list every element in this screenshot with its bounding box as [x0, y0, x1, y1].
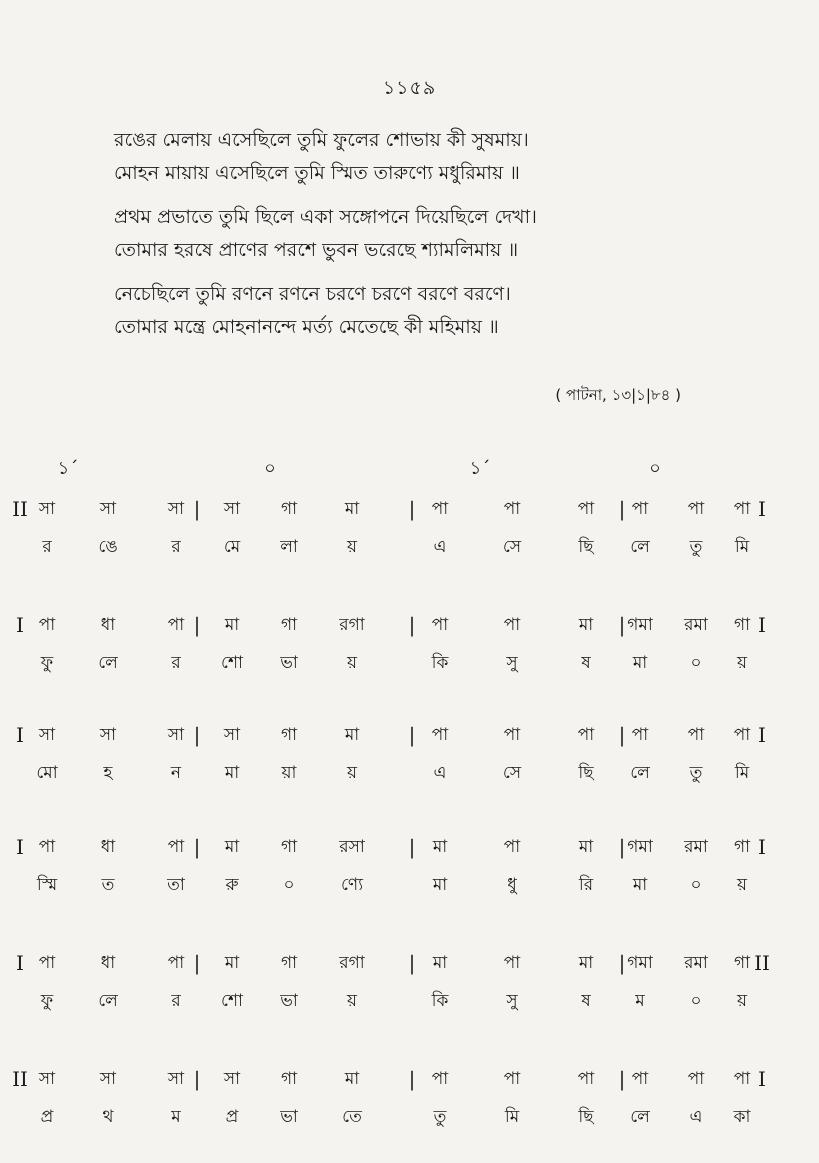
lyric-syllable: মা — [224, 763, 240, 783]
bar-line: | — [618, 723, 626, 747]
bar-line: I — [16, 613, 24, 637]
lyric-syllable: লা — [280, 537, 298, 557]
swara-note: মা — [344, 725, 360, 745]
swara-note: সা — [223, 725, 241, 745]
swara-note: রমা — [684, 615, 708, 635]
lyric-syllable: ণ্যে — [340, 875, 364, 895]
lyric-syllable: তু — [433, 1107, 447, 1127]
swara-note: সা — [99, 499, 117, 519]
bar-line: I — [758, 835, 766, 859]
swara-note: গা — [733, 953, 751, 973]
swara-note: সা — [99, 725, 117, 745]
lyric-syllable: ত — [101, 875, 115, 895]
swara-note: গমা — [627, 953, 653, 973]
lyric-syllable: ছি — [578, 1107, 594, 1127]
swara-note: পা — [687, 1069, 705, 1089]
lyric-syllable: র — [171, 653, 181, 673]
lyric-syllable: য় — [736, 875, 748, 895]
swara-note: গা — [280, 953, 298, 973]
bar-line: | — [193, 613, 201, 637]
meter-mark: ০ — [649, 458, 661, 479]
lyrics — [114, 124, 714, 344]
swara-note: গা — [280, 725, 298, 745]
lyric-syllable: থ — [102, 1107, 114, 1127]
swara-note: গা — [280, 1069, 298, 1089]
swara-note: রমা — [684, 837, 708, 857]
swara-note: গা — [280, 837, 298, 857]
note-row — [0, 946, 819, 980]
lyric-syllable: ম — [635, 991, 645, 1011]
stanza — [114, 278, 714, 344]
lyric-line: নেচেছিলে তুমি রণনে রণনে চরণে চরণে বরণে বরণে। — [114, 283, 511, 305]
swara-note: পা — [503, 953, 521, 973]
lyric-line: তোমার হরষে প্রাণের পরশে ভুবন ভরেছে শ্যামলিমায় ॥ — [114, 239, 519, 261]
lyric-syllable: হ — [103, 763, 113, 783]
swara-note: পা — [631, 1069, 649, 1089]
meter-marks — [0, 452, 819, 486]
swara-note: ধা — [100, 837, 116, 857]
syllable-row — [0, 756, 819, 790]
swara-note: পা — [631, 499, 649, 519]
bar-line: II — [754, 951, 770, 975]
bar-line: | — [618, 835, 626, 859]
lyric-syllable: ছি — [578, 763, 594, 783]
bar-line: | — [193, 1067, 201, 1091]
lyric-syllable: প্র — [225, 1107, 239, 1127]
lyric-syllable: প্র — [40, 1107, 54, 1127]
lyric-syllable: লে — [630, 763, 650, 783]
swara-note: সা — [167, 1069, 185, 1089]
swara-note: পা — [577, 499, 595, 519]
stanza — [114, 201, 714, 267]
note-row — [0, 1062, 819, 1096]
swara-note: পা — [577, 1069, 595, 1089]
bar-line: I — [758, 613, 766, 637]
lyric-syllable: কি — [431, 653, 449, 673]
lyric-syllable: য় — [736, 653, 748, 673]
syllable-row — [0, 646, 819, 680]
swara-note: গা — [733, 615, 751, 635]
swara-note: সা — [38, 1069, 56, 1089]
source-note: ( পাটনা, ১৩|১|৮৪ ) — [555, 386, 681, 404]
swara-note: পা — [38, 953, 56, 973]
swara-note: গমা — [627, 837, 653, 857]
swara-note: মা — [578, 837, 594, 857]
bar-line: | — [618, 951, 626, 975]
syllable-row — [0, 1100, 819, 1134]
lyric-syllable: মে — [223, 537, 241, 557]
swara-note: রমা — [684, 953, 708, 973]
swara-note: গমা — [627, 615, 653, 635]
bar-line: | — [618, 1067, 626, 1091]
bar-line: | — [408, 723, 416, 747]
bar-line: | — [193, 723, 201, 747]
swara-note: পা — [38, 837, 56, 857]
bar-line: II — [12, 1067, 28, 1091]
lyric-syllable: তে — [342, 1107, 362, 1127]
swara-note: রসা — [339, 837, 365, 857]
lyric-syllable: মি — [734, 763, 750, 783]
lyric-line: প্রথম প্রভাতে তুমি ছিলে একা সঙ্গোপনে দিয়েছিলে দেখা। — [114, 206, 537, 228]
lyric-syllable: ফু — [40, 653, 54, 673]
lyric-syllable: ছি — [578, 537, 594, 557]
swara-note: রগা — [339, 615, 365, 635]
note-row — [0, 608, 819, 642]
swara-note: পা — [503, 725, 521, 745]
lyric-syllable: সে — [502, 537, 522, 557]
lyric-syllable: শো — [221, 991, 243, 1011]
lyric-syllable: মো — [36, 763, 58, 783]
lyric-syllable: ০ — [690, 991, 702, 1011]
lyric-syllable: মি — [504, 1107, 520, 1127]
meter-mark: ০ — [264, 458, 276, 479]
lyric-syllable: য় — [346, 763, 358, 783]
lyric-syllable: য়া — [281, 763, 297, 783]
swara-note: মা — [432, 953, 448, 973]
bar-line: | — [193, 835, 201, 859]
swara-note: সা — [38, 499, 56, 519]
syllable-row — [0, 868, 819, 902]
syllable-row — [0, 530, 819, 564]
bar-line: | — [408, 613, 416, 637]
lyric-syllable: লে — [98, 653, 118, 673]
swara-note: পা — [431, 615, 449, 635]
lyric-syllable: ০ — [690, 875, 702, 895]
lyric-syllable: ০ — [690, 653, 702, 673]
lyric-syllable: য় — [346, 653, 358, 673]
lyric-syllable: এ — [433, 537, 447, 557]
swara-note: সা — [223, 499, 241, 519]
lyric-syllable: রি — [578, 875, 594, 895]
bar-line: | — [618, 613, 626, 637]
lyric-syllable: র — [171, 991, 181, 1011]
swara-note: পা — [503, 615, 521, 635]
bar-line: I — [758, 1067, 766, 1091]
lyric-syllable: র — [42, 537, 52, 557]
bar-line: | — [618, 497, 626, 521]
lyric-syllable: এ — [689, 1107, 703, 1127]
swara-note: পা — [431, 499, 449, 519]
swara-note: সা — [99, 1069, 117, 1089]
swara-note: গা — [280, 499, 298, 519]
stanza — [114, 124, 714, 190]
bar-line: I — [758, 497, 766, 521]
syllable-row — [0, 984, 819, 1018]
lyric-syllable: তু — [689, 763, 703, 783]
lyric-line: তোমার মন্ত্রে মোহনানন্দে মর্ত্য মেতেছে কী মহিমায় ॥ — [114, 316, 499, 338]
lyric-syllable: ঙে — [98, 537, 118, 557]
lyric-syllable: য় — [346, 991, 358, 1011]
swara-note: সা — [223, 1069, 241, 1089]
swara-note: পা — [167, 837, 185, 857]
swara-note: মা — [578, 615, 594, 635]
lyric-syllable: তা — [167, 875, 185, 895]
swara-note: মা — [224, 615, 240, 635]
swara-note: ধা — [100, 615, 116, 635]
swara-note: সা — [167, 499, 185, 519]
lyric-syllable: মি — [734, 537, 750, 557]
bar-line: I — [16, 835, 24, 859]
lyric-syllable: য় — [346, 537, 358, 557]
swara-note: মা — [344, 499, 360, 519]
swara-note: পা — [733, 499, 751, 519]
lyric-syllable: ফু — [40, 991, 54, 1011]
bar-line: | — [193, 951, 201, 975]
lyric-syllable: শো — [221, 653, 243, 673]
lyric-syllable: সু — [506, 653, 518, 673]
lyric-syllable: লে — [630, 1107, 650, 1127]
swara-note: পা — [167, 615, 185, 635]
page-number: ১১৫৯ — [382, 77, 437, 99]
swara-note: পা — [503, 837, 521, 857]
bar-line: | — [193, 497, 201, 521]
note-row — [0, 718, 819, 752]
lyric-line: রঙের মেলায় এসেছিলে তুমি ফুলের শোভায় কী সুষমায়। — [114, 129, 529, 151]
swara-note: পা — [577, 725, 595, 745]
swara-note: মা — [224, 953, 240, 973]
lyric-syllable: ষ — [581, 653, 591, 673]
swara-note: পা — [631, 725, 649, 745]
swara-note: ধা — [100, 953, 116, 973]
lyric-syllable: কা — [733, 1107, 751, 1127]
bar-line: I — [16, 723, 24, 747]
lyric-syllable: ষ — [581, 991, 591, 1011]
swara-note: পা — [38, 615, 56, 635]
swara-note: সা — [167, 725, 185, 745]
lyric-syllable: মা — [432, 875, 448, 895]
bar-line: I — [758, 723, 766, 747]
swara-note: মা — [578, 953, 594, 973]
lyric-syllable: র — [171, 537, 181, 557]
lyric-syllable: ০ — [283, 875, 295, 895]
swara-note: গা — [733, 837, 751, 857]
bar-line: II — [12, 497, 28, 521]
bar-line: I — [16, 951, 24, 975]
lyric-syllable: ভা — [280, 991, 298, 1011]
swara-note: গা — [280, 615, 298, 635]
meter-mark: ১´ — [57, 458, 79, 479]
swara-note: মা — [432, 837, 448, 857]
swara-note: পা — [503, 1069, 521, 1089]
swara-note: পা — [733, 1069, 751, 1089]
lyric-syllable: সু — [506, 991, 518, 1011]
lyric-syllable: ভা — [280, 1107, 298, 1127]
lyric-syllable: ন — [170, 763, 182, 783]
lyric-syllable: এ — [433, 763, 447, 783]
lyric-syllable: স্মি — [36, 875, 58, 895]
swara-note: সা — [38, 725, 56, 745]
lyric-syllable: সে — [502, 763, 522, 783]
lyric-syllable: তু — [689, 537, 703, 557]
bar-line: | — [408, 835, 416, 859]
lyric-syllable: লে — [98, 991, 118, 1011]
swara-note: পা — [687, 725, 705, 745]
note-row — [0, 830, 819, 864]
swara-note: মা — [344, 1069, 360, 1089]
lyric-syllable: ধু — [507, 875, 517, 895]
lyric-syllable: লে — [630, 537, 650, 557]
swara-note: পা — [687, 499, 705, 519]
note-row — [0, 492, 819, 526]
lyric-syllable: মা — [632, 653, 648, 673]
bar-line: | — [408, 497, 416, 521]
swara-note: পা — [431, 1069, 449, 1089]
lyric-syllable: মা — [632, 875, 648, 895]
swara-note: মা — [224, 837, 240, 857]
lyric-syllable: কি — [431, 991, 449, 1011]
swara-note: পা — [431, 725, 449, 745]
lyric-syllable: ম — [171, 1107, 181, 1127]
lyric-line: মোহন মায়ায় এসেছিলে তুমি স্মিত তারুণ্যে মধুরিমায় ॥ — [114, 162, 520, 184]
swara-note: রগা — [339, 953, 365, 973]
swara-note: পা — [733, 725, 751, 745]
lyric-syllable: য় — [736, 991, 748, 1011]
swara-note: পা — [167, 953, 185, 973]
lyric-syllable: রু — [225, 875, 239, 895]
bar-line: | — [408, 1067, 416, 1091]
lyric-syllable: ভা — [280, 653, 298, 673]
swara-note: পা — [503, 499, 521, 519]
bar-line: | — [408, 951, 416, 975]
meter-mark: ১´ — [469, 458, 491, 479]
